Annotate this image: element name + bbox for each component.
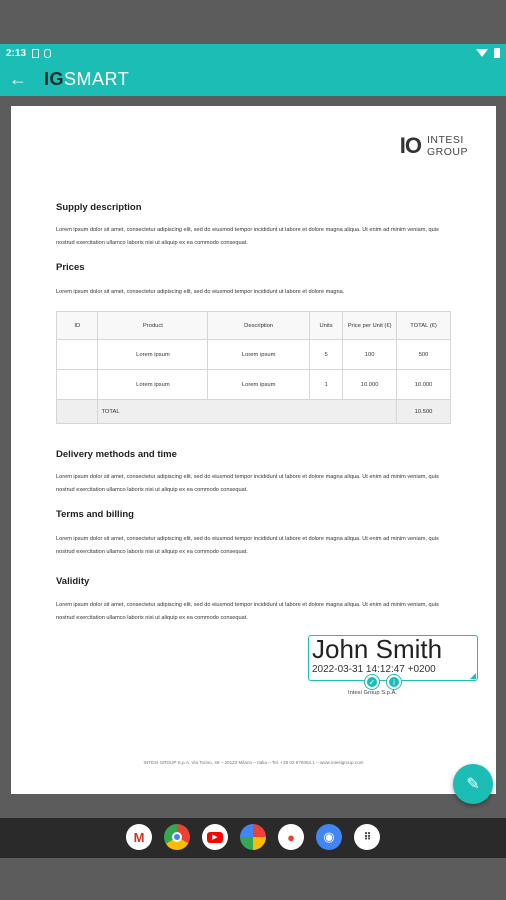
sim-icon: [32, 49, 39, 58]
battery-icon: [494, 48, 500, 58]
app-logo-smart: SMART: [64, 68, 130, 89]
supply-title: Supply description: [56, 202, 142, 213]
app-drawer-icon[interactable]: ⠿: [354, 824, 380, 850]
app-logo-ig: IG: [44, 68, 65, 89]
table-total-row: [57, 400, 451, 424]
signature-company: Intesi Group S.p.A.: [348, 690, 397, 696]
signature-field[interactable]: [308, 634, 478, 687]
status-right: [476, 48, 500, 58]
document-page[interactable]: [11, 106, 496, 794]
table-cell: 1: [309, 370, 342, 400]
table-cell: 5: [309, 340, 342, 370]
table-header: Description: [208, 312, 310, 340]
table-cell: [57, 340, 98, 370]
table-cell: Lorem ipsum: [208, 370, 310, 400]
table-header: Units: [309, 312, 342, 340]
table-cell: 100: [343, 340, 397, 370]
photos-icon[interactable]: [240, 824, 266, 850]
brand-line-1: INTESI: [426, 134, 464, 146]
table-cell: 500: [397, 340, 451, 370]
table-header: TOTAL (€): [397, 312, 451, 340]
table-header: Product: [98, 312, 208, 340]
resize-handle-icon[interactable]: [470, 673, 476, 679]
chrome-icon[interactable]: [164, 824, 190, 850]
table-cell: Lorem ipsum: [98, 340, 208, 370]
gmail-icon[interactable]: M: [126, 824, 152, 850]
total-value: 10.500: [397, 400, 451, 424]
table-cell: [57, 370, 98, 400]
document-footer: INTESI GROUP S.p.A. Via Torino, 48 – 20123 Milano – Italia – Tel. +39 02 676064.1 – www.intesigroup.com: [143, 760, 364, 765]
prices-title: Prices: [56, 262, 85, 273]
brand-text: [427, 134, 468, 158]
notification-icon: [44, 49, 51, 58]
table-header: ID: [57, 312, 98, 340]
table-row: [57, 340, 451, 370]
status-time: 2:13: [6, 47, 27, 59]
delivery-text: Lorem ipsum dolor sit amet, consectetur adipiscing elit, sed do eiusmod tempor incididunt ut labore et dolore magna aliqua. Ut enim ad minim veniam, quis nostrud exercitation ullamco laboris nisi ut aliquip ex ea commodo consequat.: [56, 474, 439, 493]
table-header: Price per Unit (€): [343, 312, 397, 340]
wifi-icon: [476, 49, 488, 57]
maps-icon[interactable]: ●: [278, 824, 304, 850]
sign-fab-button[interactable]: [453, 764, 493, 804]
validity-title: Validity: [56, 576, 90, 587]
camera-icon[interactable]: ◉: [316, 824, 342, 850]
delivery-title: Delivery methods and time: [56, 449, 177, 460]
signature-date: 2022-03-31 14:12:47 +0200: [312, 664, 436, 675]
table-cell: Lorem ipsum: [98, 370, 208, 400]
status-bar: [0, 44, 506, 62]
intesi-group-logo: [400, 133, 468, 159]
table-row: [57, 370, 451, 400]
signature-check-icon[interactable]: ✓: [365, 675, 379, 689]
table-cell: 10.000: [397, 370, 451, 400]
youtube-icon[interactable]: ▶: [202, 824, 228, 850]
terms-text: Lorem ipsum dolor sit amet, consectetur adipiscing elit, sed do eiusmod tempor incididunt ut labore et dolore magna aliqua. Ut enim ad minim veniam, quis nostrud exercitation ullamco laboris nisi ut aliquip ex ea commodo consequat.: [56, 536, 439, 555]
signature-name: John Smith: [312, 634, 443, 664]
table-header-row: [57, 312, 451, 340]
dock-icons: [126, 824, 380, 850]
brand-line-2: GROUP: [426, 146, 468, 158]
validity-text: Lorem ipsum dolor sit amet, consectetur adipiscing elit, sed do eiusmod tempor incididunt ut labore et dolore magna aliqua. Ut enim ad minim veniam, quis nostrud exercitation ullamco laboris nisi ut aliquip ex ea commodo consequat.: [56, 602, 439, 621]
app-bar: [0, 62, 506, 96]
app-dock: [0, 818, 506, 858]
signature-info-icon[interactable]: i: [387, 675, 401, 689]
edit-pen-icon: ✎: [466, 776, 480, 793]
prices-table: [56, 311, 451, 424]
total-label: TOTAL: [98, 400, 397, 424]
app-logo: [44, 69, 129, 90]
table-cell: [57, 400, 98, 424]
supply-text: Lorem ipsum dolor sit amet, consectetur adipiscing elit, sed do eiusmod tempor incididunt ut labore et dolore magna aliqua. Ut enim ad minim veniam, quis nostrud exercitation ullamco laboris nisi ut aliquip ex ea commodo consequat.: [56, 227, 439, 246]
terms-title: Terms and billing: [56, 509, 134, 520]
prices-text: Lorem ipsum dolor sit amet, consectetur adipiscing elit, sed do eiusmod tempor incididunt ut labore et dolore magna.: [56, 289, 345, 295]
table-cell: Lorem ipsum: [208, 340, 310, 370]
arrow-back-icon: ←: [9, 68, 27, 89]
table-cell: 10.000: [343, 370, 397, 400]
back-button[interactable]: [0, 62, 36, 96]
brand-mark: IO: [399, 133, 421, 158]
